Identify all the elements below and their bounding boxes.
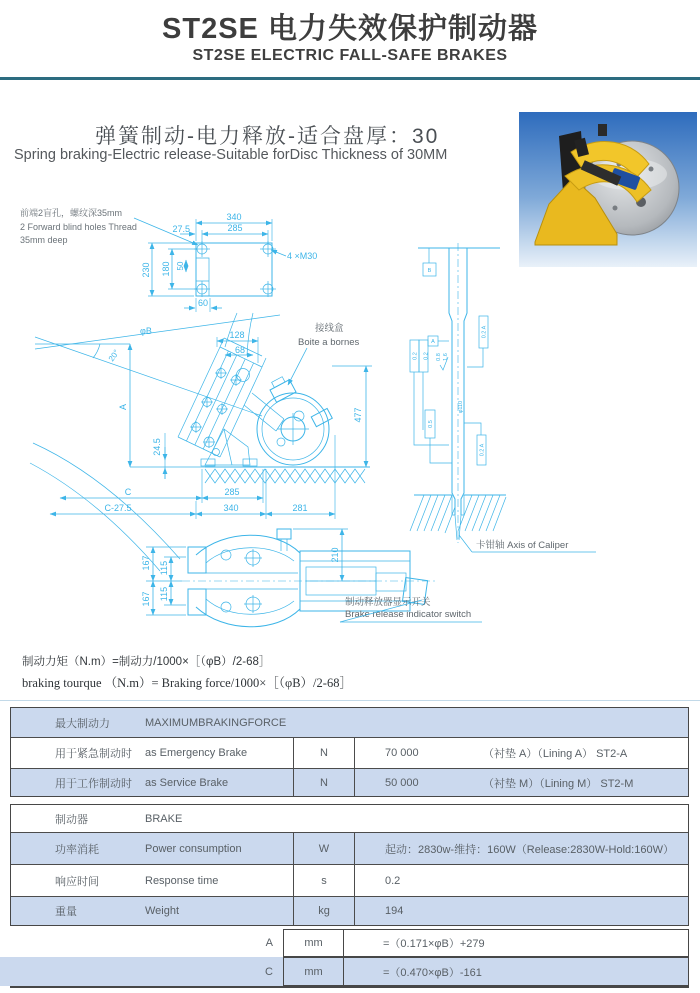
unit-cell: mm <box>283 929 344 957</box>
dim-340-bottom: 340 <box>223 503 239 513</box>
dim-c: C <box>124 487 132 497</box>
arm-bolts <box>190 367 250 433</box>
dim-68: 68 <box>234 345 246 355</box>
intro-line-zh: 弹簧制动-电力释放-适合盘厚：30 <box>95 125 440 148</box>
caliper-shaft-view <box>410 243 596 552</box>
table-top-divider <box>0 700 700 701</box>
dim-label: A <box>265 937 273 949</box>
unit-cell: mm <box>283 957 344 986</box>
table-row-service: 用于工作制动时 as Service Brake N 50 000 （衬垫 M）（Lining M） ST2-M <box>11 768 688 796</box>
plate-drawing <box>20 207 317 312</box>
dim-167-top: 167 <box>141 555 151 571</box>
table-bottom-border <box>10 986 689 988</box>
plate-note-zh: 前端2盲孔，螺纹深35mm <box>20 208 123 218</box>
axis-label: 卡钳轴 Axis of Caliper <box>476 540 569 551</box>
dim-plate-180: 180 <box>161 261 171 277</box>
value-cell: =（0.470×φB）-161 <box>383 966 482 979</box>
dim-c-27-5: C-27.5 <box>104 503 132 513</box>
caliper-housing-circle <box>257 393 329 465</box>
table-row-power: 功率消耗 Power consumption W 起动：2830w-维持：160W（Release:2830W-Hold:160W） <box>11 832 688 864</box>
intro-line-en: Spring braking-Electric release-Suitable forDisc Thickness of 30MM <box>14 147 448 163</box>
header-label-en: MAXIMUMBRAKINGFORCE <box>145 716 287 729</box>
unit-cell: kg <box>293 897 355 925</box>
dim-167-bottom: 167 <box>141 591 151 607</box>
value-cell: 0.2 <box>385 874 401 887</box>
torque-formula-en: braking tourque （N.m）= Braking force/1000×［（φB）/2-68］ <box>22 676 352 690</box>
torque-formula-zh: 制动力矩（N.m）=制动力/1000×［（φB）/2-68］ <box>22 656 271 668</box>
value-cell: =（0.171×φB）+279 <box>383 938 485 950</box>
unit-cell: N <box>293 738 355 768</box>
note-cell: （衬垫 A）（Lining A） ST2-A <box>483 748 628 760</box>
table-row-weight: 重量 Weight kg 194 <box>11 896 688 925</box>
tolerance-frames <box>410 316 488 465</box>
dim-115-top: 115 <box>159 560 169 576</box>
dim-128: 128 <box>229 330 245 340</box>
svg-text:0.2: 0.2 <box>423 352 430 360</box>
dim-plate-340: 340 <box>226 212 242 222</box>
plate-note-en1: 2 Forward blind holes Thread <box>20 222 137 232</box>
table-row-emergency: 用于紧急制动时 as Emergency Brake N 70 000 （衬垫 A）（Lining A） ST2-A <box>11 737 688 768</box>
table-header-brake: 制动器 BRAKE <box>55 812 183 826</box>
dim-label: C <box>265 965 273 978</box>
junction-label-zh: 接线盒 <box>315 323 344 334</box>
dim-477: 477 <box>353 407 363 423</box>
dim-mount-285: 285 <box>224 487 240 497</box>
dim-angle-20: 20° <box>106 348 122 364</box>
dim-phi-b: φB <box>140 326 152 336</box>
spec-block-braking-force <box>10 707 689 797</box>
switch-label-zh: 制动释放器显示开关 <box>345 597 431 608</box>
datum-b: B <box>427 268 432 274</box>
junction-label-fr: Boite a bornes <box>298 337 360 348</box>
unit-cell: N <box>293 769 355 796</box>
unit-cell: s <box>293 865 355 896</box>
dim-plate-60: 60 <box>197 298 209 308</box>
svg-text:1.6: 1.6 <box>443 353 449 361</box>
dim-plate-4xM30: 4 ×M30 <box>287 251 318 261</box>
value-cell: 194 <box>385 905 404 917</box>
header-label-zh: 最大制动力 <box>55 717 110 730</box>
shaft-diameter: φ110 <box>458 400 464 414</box>
value-cell: 50 000 <box>385 776 419 789</box>
dim-a: A <box>118 403 128 411</box>
page-title-en: ST2SE ELECTRIC FALL-SAFE BRAKES <box>192 47 508 64</box>
technical-drawings <box>0 200 700 665</box>
dim-plate-27-5: 27.5 <box>172 224 190 234</box>
header-divider <box>0 77 700 80</box>
base-bracket <box>201 429 257 466</box>
table-row-response: 响应时间 Response time s 0.2 <box>11 864 688 896</box>
value-cell: 70 000 <box>385 747 419 759</box>
dim-115-bottom: 115 <box>159 586 169 602</box>
svg-text:0.2 A: 0.2 A <box>481 325 488 339</box>
caliper-top-view <box>141 529 482 627</box>
svg-text:0.8: 0.8 <box>436 353 442 361</box>
page-title-zh: ST2SE 电力失效保护制动器 <box>162 13 538 45</box>
svg-text:0.2 A: 0.2 A <box>479 443 486 457</box>
switch-label-en: Brake release indicator switch <box>345 609 472 620</box>
note-cell: （衬垫 M）（Lining M） ST2-M <box>483 777 634 790</box>
table-row-dim-a <box>0 929 689 957</box>
unit-cell: W <box>293 833 355 864</box>
value-cell: 起动：2830w-维持：160W（Release:2830W-Hold:160W） <box>385 843 674 856</box>
dim-plate-230: 230 <box>141 262 151 278</box>
plate-note-en2: 35mm deep <box>20 235 68 245</box>
dim-plate-50: 50 <box>176 261 185 271</box>
dim-plate-285: 285 <box>227 223 243 233</box>
svg-text:A: A <box>431 339 435 345</box>
spec-block-brake <box>10 804 689 926</box>
bolt-holes <box>194 241 276 297</box>
dim-281: 281 <box>292 503 308 513</box>
svg-text:0.5: 0.5 <box>428 420 434 428</box>
dim-24-5: 24.5 <box>152 438 162 456</box>
svg-text:0.2: 0.2 <box>412 352 419 360</box>
table-row-dim-c <box>0 957 689 986</box>
table-header-row <box>11 708 688 737</box>
caliper-arm <box>178 338 266 457</box>
dim-210: 210 <box>330 547 340 563</box>
caliper-side-view <box>30 313 372 571</box>
